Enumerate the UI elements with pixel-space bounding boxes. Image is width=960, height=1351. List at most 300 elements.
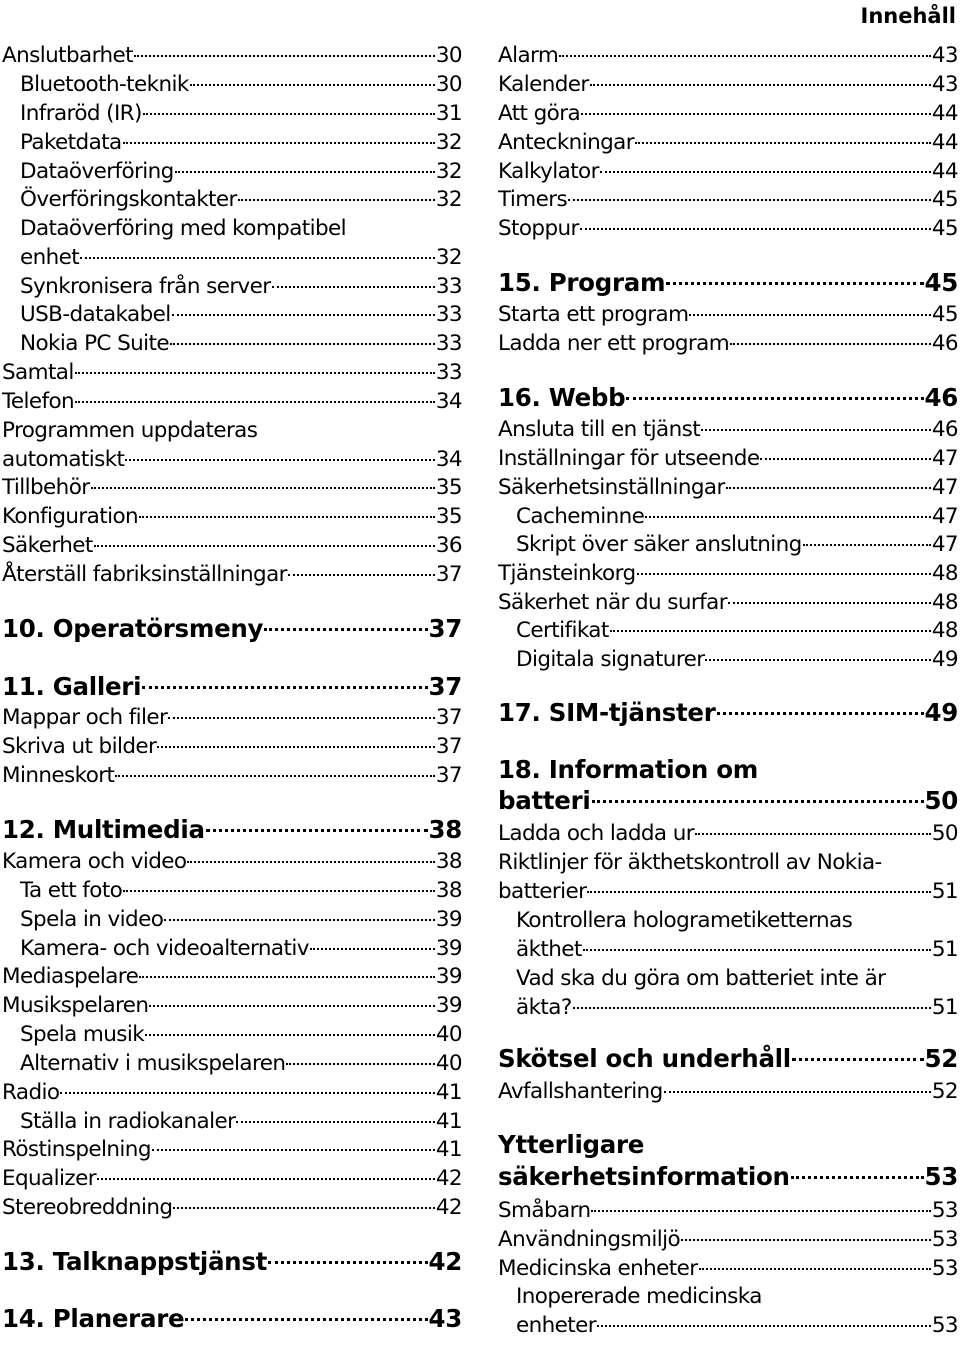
toc-entry bbox=[2, 1079, 462, 1107]
toc-entry-title: Samtal bbox=[2, 360, 74, 385]
toc-heading bbox=[2, 1305, 462, 1333]
toc-entry-title: Säkerhetsinställningar bbox=[498, 475, 725, 500]
toc-entry bbox=[498, 820, 958, 848]
toc-page-number: 47 bbox=[931, 446, 958, 471]
toc-page-number: 39 bbox=[435, 993, 462, 1018]
toc-entry bbox=[498, 1078, 958, 1106]
dot-leader bbox=[645, 516, 931, 518]
dot-leader bbox=[272, 286, 435, 288]
toc-entry bbox=[498, 71, 958, 99]
toc-entry-title: Riktlinjer för äkthetskontroll av Nokia- bbox=[498, 850, 882, 875]
toc-entry-title: Stoppur bbox=[498, 216, 579, 241]
toc-entry bbox=[2, 503, 462, 531]
dot-leader bbox=[286, 1063, 434, 1065]
toc-entry-title: säkerhetsinformation bbox=[498, 1162, 790, 1191]
toc-entry bbox=[2, 388, 462, 416]
toc-entry-title: Ytterligare bbox=[498, 1130, 645, 1159]
dot-leader bbox=[310, 948, 435, 950]
dot-leader bbox=[143, 113, 435, 115]
toc-entry-title: 18. Information om bbox=[498, 755, 758, 784]
toc-entry-title: Ansluta till en tjänst bbox=[498, 417, 701, 442]
toc-entry-title: Cacheminne bbox=[516, 504, 645, 529]
toc-page-number: 38 bbox=[435, 878, 462, 903]
toc-page-number: 46 bbox=[931, 331, 958, 356]
toc-entry-title: Spela in video bbox=[20, 907, 164, 932]
dot-leader bbox=[139, 516, 435, 518]
toc-entry-title: Kalender bbox=[498, 72, 589, 97]
dot-leader bbox=[730, 343, 931, 345]
toc-entry-title: Spela musik bbox=[20, 1022, 145, 1047]
dot-leader bbox=[592, 800, 924, 803]
toc-heading bbox=[2, 816, 462, 844]
toc-page-number: 41 bbox=[435, 1137, 462, 1162]
toc-entry bbox=[498, 560, 958, 588]
dot-leader bbox=[60, 1092, 434, 1094]
toc-entry-title: 10. Operatörsmeny bbox=[2, 614, 264, 643]
toc-entry-title: Digitala signaturer bbox=[516, 647, 705, 672]
toc-entry-title: USB-datakabel bbox=[20, 302, 171, 327]
dot-leader bbox=[288, 574, 435, 576]
toc-entry-title: Infraröd (IR) bbox=[20, 101, 142, 126]
toc-page-number: 53 bbox=[931, 1313, 958, 1338]
toc-page-number: 33 bbox=[435, 302, 462, 327]
toc-entry-title: Timers bbox=[498, 187, 568, 212]
toc-entry-title: Kalkylator bbox=[498, 159, 599, 184]
dot-leader bbox=[185, 1318, 427, 1321]
toc-entry-title: batterier bbox=[498, 879, 587, 904]
toc-entry bbox=[516, 617, 958, 645]
toc-entry bbox=[20, 273, 462, 301]
toc-page-number: 45 bbox=[924, 268, 958, 297]
dot-leader bbox=[597, 1325, 931, 1327]
toc-page-number: 46 bbox=[931, 417, 958, 442]
toc-entry bbox=[20, 1108, 462, 1136]
dot-leader bbox=[187, 861, 434, 863]
toc-entry-title: Certifikat bbox=[516, 618, 609, 643]
toc-heading bbox=[2, 673, 462, 701]
toc-page-number: 45 bbox=[931, 187, 958, 212]
toc-entry bbox=[2, 1194, 462, 1222]
toc-entry bbox=[2, 762, 462, 790]
dot-leader bbox=[728, 602, 931, 604]
toc-entry-title: Ta ett foto bbox=[20, 878, 123, 903]
dot-leader bbox=[792, 1058, 924, 1061]
dot-leader bbox=[717, 712, 924, 715]
toc-page-number: 38 bbox=[435, 849, 462, 874]
dot-leader bbox=[94, 545, 435, 547]
dot-leader bbox=[695, 833, 931, 835]
dot-leader bbox=[587, 891, 930, 893]
dot-leader bbox=[134, 55, 435, 57]
dot-leader bbox=[610, 630, 931, 632]
toc-entry bbox=[516, 531, 958, 559]
toc-entry-title: Tillbehör bbox=[2, 475, 90, 500]
toc-page-number: 37 bbox=[435, 705, 462, 730]
toc-entry bbox=[2, 42, 462, 70]
dot-leader bbox=[581, 113, 931, 115]
toc-page-number: 32 bbox=[435, 245, 462, 270]
toc-entry-title: 17. SIM-tjänster bbox=[498, 698, 716, 727]
toc-entry-title: Överföringskontakter bbox=[20, 187, 237, 212]
toc-entry bbox=[498, 215, 958, 243]
toc-entry-title: 14. Planerare bbox=[2, 1304, 185, 1333]
toc-heading bbox=[2, 615, 462, 643]
toc-entry-title: Musikspelaren bbox=[2, 993, 149, 1018]
toc-page-number: 47 bbox=[931, 532, 958, 557]
toc-entry bbox=[2, 963, 462, 991]
dot-leader bbox=[637, 573, 931, 575]
toc-entry bbox=[20, 1021, 462, 1049]
dot-leader bbox=[760, 458, 930, 460]
dot-leader bbox=[152, 1149, 435, 1151]
toc-entry bbox=[516, 965, 958, 993]
toc-entry bbox=[498, 878, 958, 906]
toc-entry-title: Avfallshantering bbox=[498, 1079, 663, 1104]
toc-entry-title: 12. Multimedia bbox=[2, 815, 205, 844]
toc-entry-title: Anslutbarhet bbox=[2, 43, 133, 68]
toc-page-number: 53 bbox=[924, 1162, 958, 1191]
toc-entry bbox=[2, 359, 462, 387]
toc-page-number: 34 bbox=[435, 447, 462, 472]
toc-page-number: 51 bbox=[931, 937, 958, 962]
dot-leader bbox=[75, 372, 435, 374]
toc-entry bbox=[498, 100, 958, 128]
toc-entry-title: Nokia PC Suite bbox=[20, 331, 169, 356]
toc-page-number: 41 bbox=[435, 1109, 462, 1134]
toc-entry-title: Alarm bbox=[498, 43, 559, 68]
toc-entry-title: Radio bbox=[2, 1080, 60, 1105]
toc-page-number: 48 bbox=[931, 590, 958, 615]
toc-page-number: 47 bbox=[931, 475, 958, 500]
toc-entry-title: Kamera och video bbox=[2, 849, 187, 874]
toc-page-number: 44 bbox=[931, 159, 958, 184]
toc-entry-title: äkthet bbox=[516, 937, 582, 962]
toc-entry bbox=[498, 42, 958, 70]
dot-leader bbox=[125, 459, 434, 461]
toc-entry-title: äkta? bbox=[516, 995, 572, 1020]
toc-page-number: 51 bbox=[931, 879, 958, 904]
toc-entry bbox=[498, 445, 958, 473]
dot-leader bbox=[699, 1268, 931, 1270]
toc-entry-title: Synkronisera från server bbox=[20, 274, 271, 299]
toc-page-number: 41 bbox=[435, 1080, 462, 1105]
toc-entry bbox=[516, 936, 958, 964]
toc-entry bbox=[20, 1050, 462, 1078]
toc-page-number: 34 bbox=[435, 389, 462, 414]
dot-leader bbox=[264, 628, 427, 631]
toc-page-number: 30 bbox=[435, 43, 462, 68]
dot-leader bbox=[791, 1176, 924, 1179]
toc-page-number: 43 bbox=[428, 1304, 462, 1333]
toc-heading bbox=[498, 384, 958, 412]
toc-entry bbox=[498, 474, 958, 502]
dot-leader bbox=[190, 84, 435, 86]
dot-leader bbox=[590, 84, 931, 86]
toc-page-number: 35 bbox=[435, 504, 462, 529]
dot-leader bbox=[115, 775, 435, 777]
toc-entry bbox=[498, 589, 958, 617]
toc-entry-title: Bluetooth-teknik bbox=[20, 72, 189, 97]
toc-entry bbox=[2, 474, 462, 502]
toc-heading bbox=[498, 756, 958, 784]
dot-leader bbox=[681, 1239, 931, 1241]
toc-entry bbox=[20, 906, 462, 934]
dot-leader bbox=[705, 659, 930, 661]
dot-leader bbox=[168, 717, 435, 719]
toc-page-number: 40 bbox=[435, 1051, 462, 1076]
dot-leader bbox=[666, 282, 923, 285]
toc-page-number: 43 bbox=[931, 72, 958, 97]
dot-leader bbox=[600, 171, 931, 173]
toc-entry bbox=[498, 1255, 958, 1283]
toc-entry bbox=[20, 935, 462, 963]
dot-leader bbox=[149, 1005, 434, 1007]
page-header-title: Innehåll bbox=[860, 4, 956, 28]
toc-heading bbox=[498, 1163, 958, 1191]
dot-leader bbox=[626, 397, 923, 400]
toc-page-number: 51 bbox=[931, 995, 958, 1020]
toc-entry bbox=[20, 301, 462, 329]
toc-entry-title: Att göra bbox=[498, 101, 581, 126]
toc-entry-title: 11. Galleri bbox=[2, 672, 142, 701]
toc-entry bbox=[498, 186, 958, 214]
toc-page-number: 32 bbox=[435, 159, 462, 184]
toc-entry-title: Kontrollera hologrametiketternas bbox=[516, 908, 853, 933]
toc-entry-title: Tjänsteinkorg bbox=[498, 561, 636, 586]
toc-page-number: 53 bbox=[931, 1256, 958, 1281]
dot-leader bbox=[726, 487, 931, 489]
dot-leader bbox=[559, 55, 931, 57]
dot-leader bbox=[635, 142, 931, 144]
dot-leader bbox=[80, 257, 435, 259]
toc-page-number: 52 bbox=[931, 1079, 958, 1104]
dot-leader bbox=[175, 171, 435, 173]
toc-entry bbox=[2, 992, 462, 1020]
toc-entry-title: 13. Talknappstjänst bbox=[2, 1247, 268, 1276]
toc-entry bbox=[498, 1197, 958, 1225]
toc-entry bbox=[20, 71, 462, 99]
toc-entry bbox=[2, 733, 462, 761]
toc-page-number: 53 bbox=[931, 1198, 958, 1223]
toc-page-number: 32 bbox=[435, 130, 462, 155]
toc-heading bbox=[498, 1045, 958, 1073]
toc-entry bbox=[516, 503, 958, 531]
toc-entry-title: Ladda ner ett program bbox=[498, 331, 730, 356]
toc-entry-title: 16. Webb bbox=[498, 383, 626, 412]
toc-entry bbox=[2, 704, 462, 732]
toc-page-number: 39 bbox=[435, 907, 462, 932]
dot-leader bbox=[164, 919, 435, 921]
toc-page-number: 33 bbox=[435, 360, 462, 385]
toc-entry-title: Stereobreddning bbox=[2, 1195, 173, 1220]
toc-page-number: 39 bbox=[435, 936, 462, 961]
toc-entry-title: Inställningar för utseende bbox=[498, 446, 760, 471]
toc-entry bbox=[498, 301, 958, 329]
toc-entry bbox=[498, 849, 958, 877]
dot-leader bbox=[568, 199, 931, 201]
toc-entry-title: Kamera- och videoalternativ bbox=[20, 936, 309, 961]
toc-entry bbox=[498, 330, 958, 358]
toc-entry-title: Paketdata bbox=[20, 130, 122, 155]
dot-leader bbox=[139, 976, 435, 978]
toc-entry-title: Alternativ i musikspelaren bbox=[20, 1051, 286, 1076]
toc-page-number: 37 bbox=[428, 614, 462, 643]
toc-page-number: 30 bbox=[435, 72, 462, 97]
dot-leader bbox=[689, 314, 930, 316]
toc-page-number: 46 bbox=[924, 383, 958, 412]
toc-entry-title: Småbarn bbox=[498, 1198, 591, 1223]
toc-page-number: 39 bbox=[435, 964, 462, 989]
toc-entry bbox=[2, 1136, 462, 1164]
dot-leader bbox=[123, 142, 435, 144]
toc-entry bbox=[20, 330, 462, 358]
toc-heading bbox=[498, 1131, 958, 1159]
toc-entry-title: Minneskort bbox=[2, 763, 115, 788]
dot-leader bbox=[236, 1121, 435, 1123]
toc-page-number: 50 bbox=[931, 821, 958, 846]
toc-entry-title: Medicinska enheter bbox=[498, 1256, 698, 1281]
toc-entry-title: Mediaspelare bbox=[2, 964, 139, 989]
toc-entry-title: Programmen uppdateras bbox=[2, 418, 258, 443]
toc-page-number: 40 bbox=[435, 1022, 462, 1047]
toc-entry-title: Dataöverföring med kompatibel bbox=[20, 216, 347, 241]
toc-heading bbox=[2, 1248, 462, 1276]
dot-leader bbox=[591, 1210, 930, 1212]
toc-entry-title: Ladda och ladda ur bbox=[498, 821, 695, 846]
toc-entry-title: Dataöverföring bbox=[20, 159, 174, 184]
toc-entry-title: Skötsel och underhåll bbox=[498, 1044, 791, 1073]
toc-entry-title: 15. Program bbox=[498, 268, 666, 297]
dot-leader bbox=[75, 401, 435, 403]
toc-page-number: 37 bbox=[435, 734, 462, 759]
toc-entry bbox=[20, 129, 462, 157]
toc-entry bbox=[516, 1283, 958, 1311]
toc-page-number: 48 bbox=[931, 561, 958, 586]
toc-page-number: 33 bbox=[435, 274, 462, 299]
toc-entry bbox=[20, 100, 462, 128]
toc-page-number: 47 bbox=[931, 504, 958, 529]
toc-entry bbox=[20, 877, 462, 905]
toc-entry-title: Mappar och filer bbox=[2, 705, 168, 730]
toc-entry-title: enheter bbox=[516, 1313, 597, 1338]
toc-entry bbox=[498, 129, 958, 157]
dot-leader bbox=[583, 949, 931, 951]
toc-heading bbox=[498, 787, 958, 815]
dot-leader bbox=[170, 343, 435, 345]
toc-entry-title: Skriva ut bilder bbox=[2, 734, 157, 759]
toc-page-number: 45 bbox=[931, 216, 958, 241]
toc-page-number: 32 bbox=[435, 187, 462, 212]
dot-leader bbox=[580, 228, 931, 230]
toc-page-number: 42 bbox=[435, 1195, 462, 1220]
dot-leader bbox=[701, 429, 931, 431]
toc-entry-title: batteri bbox=[498, 786, 591, 815]
toc-page-number: 45 bbox=[931, 302, 958, 327]
toc-entry bbox=[20, 215, 462, 243]
toc-page-number: 42 bbox=[428, 1247, 462, 1276]
dot-leader bbox=[238, 199, 435, 201]
dot-leader bbox=[206, 829, 428, 832]
toc-entry-title: enhet bbox=[20, 245, 80, 270]
toc-heading bbox=[498, 269, 958, 297]
dot-leader bbox=[123, 890, 435, 892]
toc-entry-title: automatiskt bbox=[2, 447, 125, 472]
toc-heading bbox=[498, 699, 958, 727]
toc-entry bbox=[516, 907, 958, 935]
dot-leader bbox=[664, 1091, 931, 1093]
toc-entry bbox=[2, 532, 462, 560]
dot-leader bbox=[157, 746, 435, 748]
toc-entry bbox=[20, 186, 462, 214]
toc-page-number: 50 bbox=[924, 786, 958, 815]
toc-entry-title: Konfiguration bbox=[2, 504, 139, 529]
toc-entry-title: Säkerhet bbox=[2, 533, 93, 558]
toc-entry bbox=[516, 994, 958, 1022]
toc-page-number: 53 bbox=[931, 1227, 958, 1252]
dot-leader bbox=[268, 1261, 427, 1264]
dot-leader bbox=[573, 1007, 931, 1009]
toc-entry-title: Anteckningar bbox=[498, 130, 634, 155]
toc-entry-title: Equalizer bbox=[2, 1166, 96, 1191]
toc-page-number: 37 bbox=[435, 763, 462, 788]
toc-page-number: 52 bbox=[924, 1044, 958, 1073]
toc-entry bbox=[2, 1165, 462, 1193]
toc-page-number: 35 bbox=[435, 475, 462, 500]
toc-entry bbox=[2, 446, 462, 474]
toc-page-number: 31 bbox=[435, 101, 462, 126]
toc-page-number: 48 bbox=[931, 618, 958, 643]
toc-entry bbox=[20, 244, 462, 272]
toc-page-number: 43 bbox=[931, 43, 958, 68]
toc-page-number: 44 bbox=[931, 130, 958, 155]
dot-leader bbox=[91, 487, 435, 489]
toc-page-number: 49 bbox=[924, 698, 958, 727]
dot-leader bbox=[97, 1178, 435, 1180]
toc-entry bbox=[516, 1312, 958, 1340]
toc-entry-title: Säkerhet när du surfar bbox=[498, 590, 727, 615]
toc-entry bbox=[516, 646, 958, 674]
toc-entry-title: Telefon bbox=[2, 389, 75, 414]
dot-leader bbox=[173, 1207, 434, 1209]
toc-entry-title: Starta ett program bbox=[498, 302, 689, 327]
toc-entry bbox=[2, 848, 462, 876]
dot-leader bbox=[142, 686, 427, 689]
toc-entry bbox=[498, 1226, 958, 1254]
toc-page-number: 36 bbox=[435, 533, 462, 558]
toc-entry bbox=[20, 158, 462, 186]
toc-entry bbox=[498, 416, 958, 444]
toc-entry-title: Återställ fabriksinställningar bbox=[2, 562, 287, 587]
dot-leader bbox=[803, 544, 931, 546]
dot-leader bbox=[145, 1034, 435, 1036]
toc-page-number: 37 bbox=[435, 562, 462, 587]
toc-entry-title: Inopererade medicinska bbox=[516, 1284, 762, 1309]
toc-entry-title: Vad ska du göra om batteriet inte är bbox=[516, 966, 886, 991]
toc-entry-title: Användningsmiljö bbox=[498, 1227, 680, 1252]
toc-entry-title: Röstinspelning bbox=[2, 1137, 151, 1162]
toc-page-number: 49 bbox=[931, 647, 958, 672]
toc-page-number: 38 bbox=[428, 815, 462, 844]
toc-page-number: 44 bbox=[931, 101, 958, 126]
toc-page-number: 33 bbox=[435, 331, 462, 356]
toc-entry-title: Ställa in radiokanaler bbox=[20, 1109, 236, 1134]
toc-page-number: 37 bbox=[428, 672, 462, 701]
toc-entry bbox=[2, 417, 462, 445]
toc-entry-title: Skript över säker anslutning bbox=[516, 532, 802, 557]
toc-page-number: 42 bbox=[435, 1166, 462, 1191]
dot-leader bbox=[172, 314, 435, 316]
toc-entry bbox=[498, 158, 958, 186]
